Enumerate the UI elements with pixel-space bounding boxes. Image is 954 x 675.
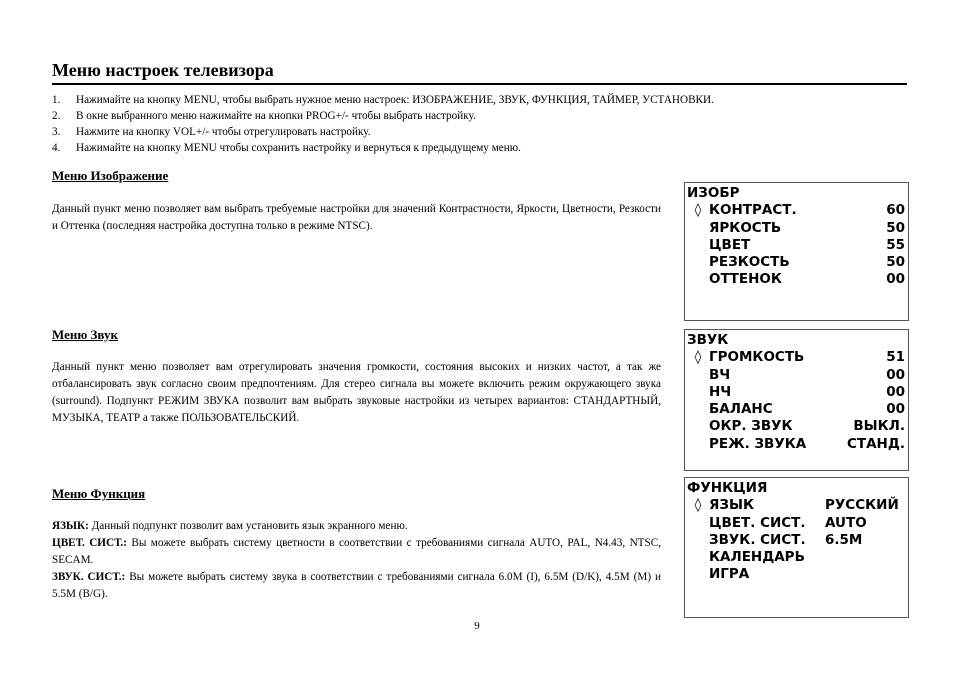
section-text-picture: Данный пункт меню позволяет вам выбрать требуемые настройки для значений Контрастности, Яркости, Цветности, Резкости и Оттенка (последняя настройка доступна только в режиме NTSC). <box>52 203 661 232</box>
osd-row: ОКР. ЗВУК ВЫКЛ. <box>709 418 905 435</box>
osd-row: ◊ ГРОМКОСТЬ 51 <box>687 349 905 366</box>
osd-sound-menu <box>684 329 909 471</box>
function-item-language: ЯЗЫК: Данный подпункт позволит вам установить язык экранного меню. <box>52 520 408 532</box>
osd-row: ЗВУК. СИСТ. 6.5M <box>709 531 863 548</box>
osd-row: ВЧ 00 <box>709 366 905 383</box>
osd-row: ЦВЕТ. СИСТ. AUTO <box>709 514 867 531</box>
diamond-marker-icon: ◊ <box>694 202 702 219</box>
section-heading-function: Меню Функция <box>52 486 146 501</box>
instruction-item: 4. Нажимайте на кнопку MENU чтобы сохранить настройку и вернуться к предыдущему меню. <box>52 142 521 154</box>
osd-row: ОТТЕНОК 00 <box>709 271 905 288</box>
instruction-item: 3. Нажмите на кнопку VOL+/- чтобы отрегулировать настройку. <box>52 126 371 138</box>
osd-row: НЧ 00 <box>709 383 905 400</box>
osd-row: ЦВЕТ 55 <box>709 236 905 253</box>
title-divider <box>52 83 907 85</box>
osd-row: БАЛАНС 00 <box>709 401 905 418</box>
osd-row: ИГРА <box>709 566 750 583</box>
osd-row: ◊ КОНТРАСТ. 60 <box>687 202 905 219</box>
osd-row: КАЛЕНДАРЬ <box>709 549 805 566</box>
function-item-sound-system: ЗВУК. СИСТ.: Вы можете выбрать систему звука в соответствии с требованиями сигнала 6.0M (I), 6.5M (D/K), 4.5M (M) и 5.5M (B/G). <box>52 571 662 600</box>
page-title: Меню настроек телевизора <box>52 60 274 80</box>
osd-function-menu <box>684 477 909 618</box>
osd-header: ИЗОБР <box>687 185 740 201</box>
section-heading-sound: Меню Звук <box>52 327 118 342</box>
osd-row: РЕЗКОСТЬ 50 <box>709 254 905 271</box>
osd-picture-menu <box>684 182 909 321</box>
instruction-item: 2. В окне выбранного меню нажимайте на кнопки PROG+/- чтобы выбрать настройку. <box>52 110 476 122</box>
instruction-item: 1. Нажимайте на кнопку MENU, чтобы выбрать нужное меню настроек: ИЗОБРАЖЕНИЕ, ЗВУК, ФУНКЦИЯ, ТАЙМЕР, УСТАНОВКИ. <box>52 94 714 106</box>
diamond-marker-icon: ◊ <box>694 497 702 514</box>
section-text-function <box>52 518 661 603</box>
osd-row: ЯРКОСТЬ 50 <box>709 219 905 236</box>
function-item-color-system: ЦВЕТ. СИСТ.: Вы можете выбрать систему цветности в соответствии с требованиями сигнала AUTO, PAL, N4.43, NTSC, SECAM. <box>52 537 661 566</box>
page-number: 9 <box>474 620 480 632</box>
osd-row: РЕЖ. ЗВУКА СТАНД. <box>709 435 905 452</box>
diamond-marker-icon: ◊ <box>694 349 702 366</box>
osd-row: ◊ ЯЗЫК РУССКИЙ <box>687 497 905 514</box>
section-text-sound: Данный пункт меню позволяет вам отрегулировать значения громкости, состояния высоких и низких частот, а так же отбалансировать звук согласно своим предпочтениям. Для стерео сигнала вы можете включить режим окружающего звука (surround). Подпункт РЕЖИМ ЗВУКА позволит вам выбрать звуковые настройки из четырех вариантов: СТАНДАРТНЫЙ, МУЗЫКА, ТЕАТР а также ПОЛЬЗОВАТЕЛЬСКИЙ. <box>52 361 661 424</box>
section-heading-picture: Меню Изображение <box>52 168 169 183</box>
instruction-list <box>52 92 912 156</box>
osd-header: ЗВУК <box>687 332 729 348</box>
osd-header: ФУНКЦИЯ <box>687 480 768 496</box>
